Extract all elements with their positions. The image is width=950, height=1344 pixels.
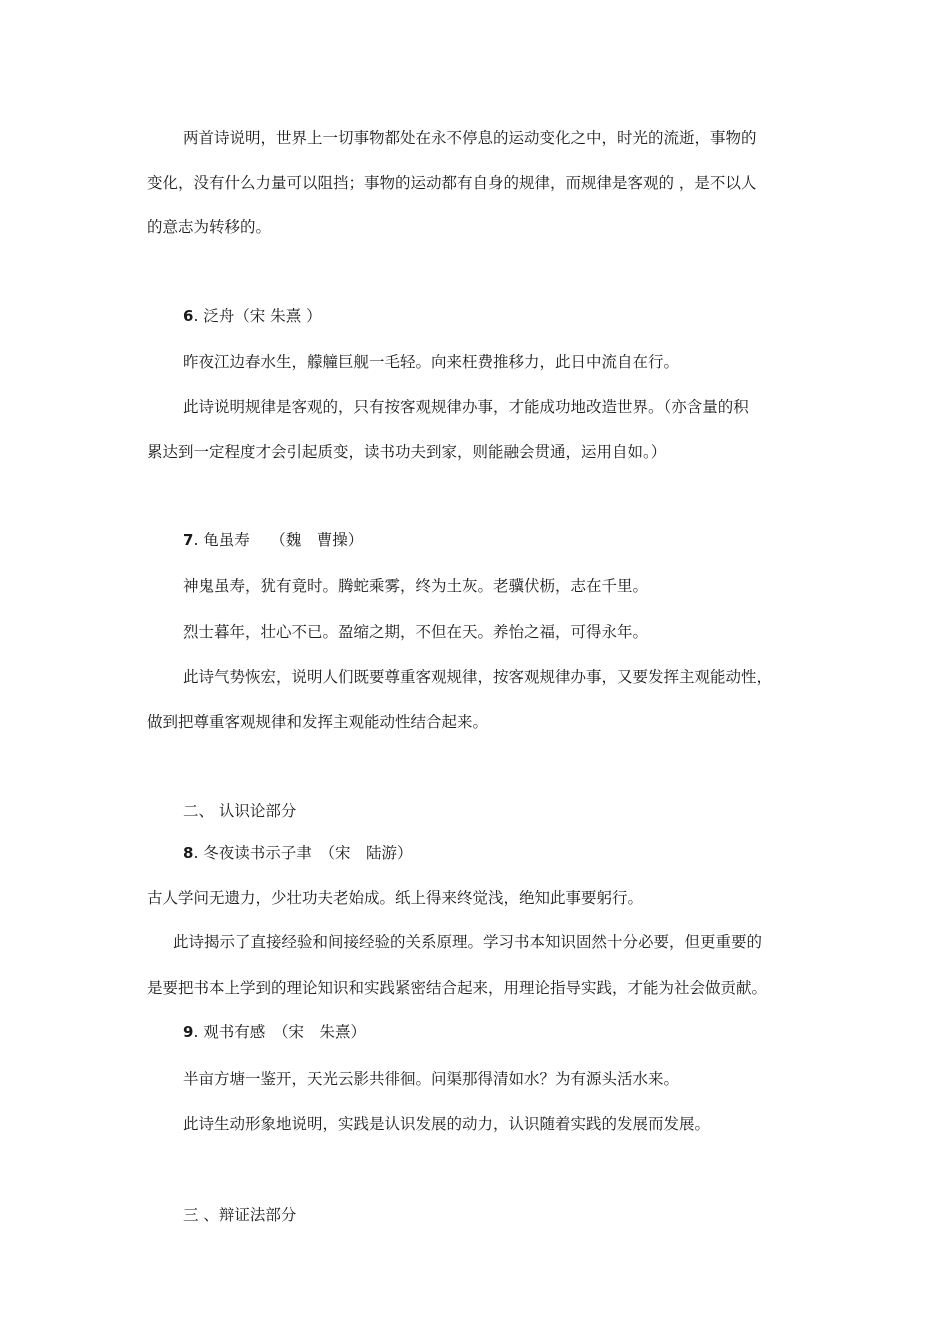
poem9-comment: 此诗生动形象地说明，实践是认识发展的动力，认识随着实践的发展而发展。 [183, 1115, 711, 1133]
poem8-number: 8 [183, 844, 194, 862]
para1-line2: 变化，没有什么力量可以阻挡；事物的运动都有自身的规律，而规律是客观的 ，是不以人 [147, 174, 757, 192]
section3-heading: 三 、辩证法部分 [183, 1206, 297, 1224]
poem8-title: . 冬夜读书示子聿 （宋 陆游） [193, 844, 413, 862]
poem7-heading [183, 529, 363, 551]
poem7-comment-line2: 做到把尊重客观规律和发挥主观能动性结合起来。 [147, 713, 489, 731]
poem7-number: 7 [183, 531, 194, 549]
poem6-number: 6 [183, 307, 194, 325]
poem8-heading [183, 842, 413, 864]
poem7-verse-line2: 烈士暮年，壮心不已。盈缩之期，不但在天。养怡之福，可得永年。 [183, 623, 649, 641]
poem6-comment-line2: 累达到一定程度才会引起质变，读书功夫到家，则能融会贯通，运用自如。） [147, 443, 667, 461]
poem6-verse: 昨夜江边春水生，艨艟巨舰一毛轻。向来枉费推移力，此日中流自在行。 [183, 353, 680, 371]
para1-line3: 的意志为转移的。 [147, 218, 272, 236]
section2-heading: 二、 认识论部分 [183, 802, 297, 820]
poem9-heading [183, 1021, 366, 1043]
poem7-verse-line1: 神鬼虽寿，犹有竟时。腾蛇乘雾，终为土灰。老骥伏枥，志在千里。 [183, 577, 649, 595]
poem9-title: . 观书有感 （宋 朱熹） [193, 1023, 367, 1041]
poem6-heading [183, 305, 322, 327]
poem6-title: . 泛舟（宋 朱熹 ） [193, 307, 322, 325]
para1-line1: 两首诗说明，世界上一切事物都处在永不停息的运动变化之中，时光的流逝，事物的 [183, 129, 757, 147]
poem6-comment-line1: 此诗说明规律是客观的，只有按客观规律办事，才能成功地改造世界。（亦含量的积 [183, 398, 749, 416]
poem7-comment-line1: 此诗气势恢宏，说明人们既要尊重客观规律，按客观规律办事，又要发挥主观能动性， [183, 668, 773, 686]
poem8-comment-line2: 是要把书本上学到的理论知识和实践紧密结合起来，用理论指导实践，才能为社会做贡献。 [147, 979, 768, 997]
poem8-comment-line1: 此诗揭示了直接经验和间接经验的关系原理。学习书本知识固然十分必要，但更重要的 [173, 933, 763, 951]
poem8-verse: 古人学问无遗力，少壮功夫老始成。纸上得来终觉浅，绝知此事要躬行。 [147, 889, 644, 907]
poem9-number: 9 [183, 1023, 194, 1041]
poem7-title: . 龟虽寿 （魏 曹操） [193, 531, 364, 549]
poem9-verse: 半亩方塘一鉴开，天光云影共徘徊。问渠那得清如水？为有源头活水来。 [183, 1070, 680, 1088]
